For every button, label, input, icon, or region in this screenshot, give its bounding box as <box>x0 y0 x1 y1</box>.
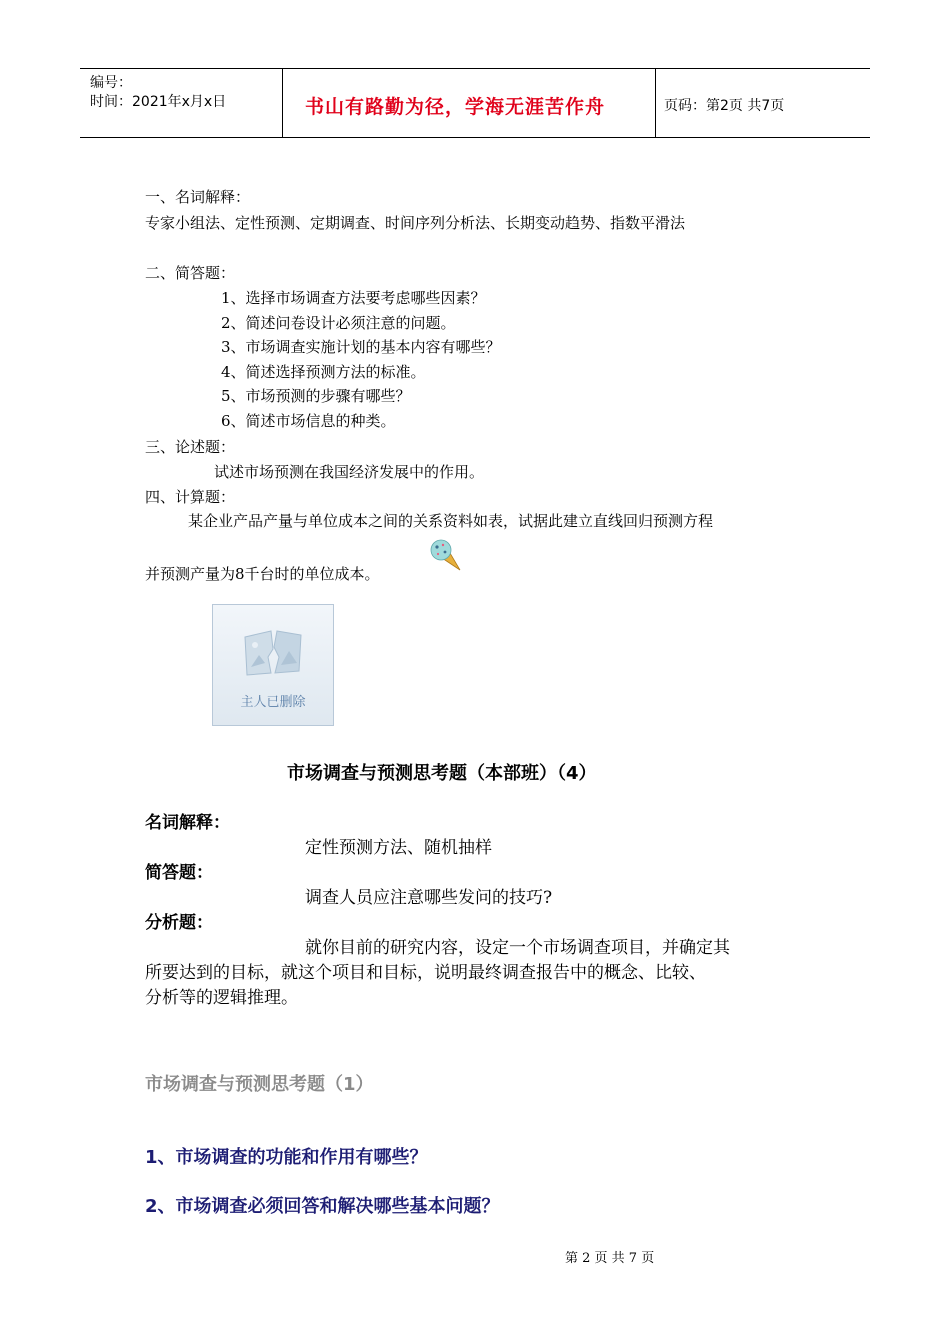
motto: 书山有路勤为径，学海无涯苦作舟 <box>305 96 606 118</box>
section4-line2: 并预测产量为8千台时的单位成本。 <box>145 565 380 583</box>
part4-title: 市场调查与预测思考题（本部班）（4） <box>287 763 597 784</box>
part1-title: 市场调查与预测思考题（1） <box>145 1074 374 1095</box>
code-label: 编号： <box>90 75 132 91</box>
list-item: 5、市场预测的步骤有哪些？ <box>221 387 411 405</box>
header-center-cell <box>282 69 656 137</box>
list-item: 1、选择市场调查方法要考虑哪些因素？ <box>221 289 486 307</box>
part4-terms: 定性预测方法、随机抽样 <box>305 838 492 858</box>
part1-question-1: 1、市场调查的功能和作用有哪些？ <box>145 1147 428 1168</box>
section4-line1: 某企业产品产量与单位成本之间的关系资料如表，试据此建立直线回归预测方程 <box>188 512 714 530</box>
header-right-cell <box>656 69 870 137</box>
list-item: 6、简述市场信息的种类。 <box>221 412 396 430</box>
part4-heading-terms: 名词解释： <box>145 813 230 833</box>
image-removed-label: 主人已删除 <box>240 695 306 710</box>
section1-terms: 专家小组法、定性预测、定期调查、时间序列分析法、长期变动趋势、指数平滑法 <box>145 214 686 232</box>
image-removed-placeholder <box>212 604 334 726</box>
part4-heading-short: 简答题： <box>145 863 213 883</box>
section4-title: 四、计算题： <box>145 488 236 506</box>
part4-analysis-line1: 就你目前的研究内容，设定一个市场调查项目，并确定其 <box>305 938 730 958</box>
section1-title: 一、名词解释： <box>145 188 251 206</box>
header-table <box>80 68 870 138</box>
time-label: 时间：2021年x月x日 <box>90 94 227 110</box>
part1-question-2: 2、市场调查必须回答和解决哪些基本问题？ <box>145 1196 500 1217</box>
part4-analysis-line2: 所要达到的目标，就这个项目和目标，说明最终调查报告中的概念、比较、 <box>145 963 706 983</box>
part4-short-question: 调查人员应注意哪些发问的技巧? <box>305 888 553 908</box>
list-item: 4、简述选择预测方法的标准。 <box>221 363 426 381</box>
section3-question: 试述市场预测在我国经济发展中的作用。 <box>214 463 485 481</box>
section2-title: 二、简答题： <box>145 264 236 282</box>
list-item: 3、市场调查实施计划的基本内容有哪些？ <box>221 338 501 356</box>
ice-cream-icon <box>428 538 464 574</box>
page-label: 页码：第2页 共7页 <box>664 98 785 114</box>
part4-heading-analysis: 分析题： <box>145 913 213 933</box>
part4-analysis-line3: 分析等的逻辑推理。 <box>145 988 298 1008</box>
section3-title: 三、论述题： <box>145 438 236 456</box>
list-item: 2、简述问卷设计必须注意的问题。 <box>221 314 456 332</box>
broken-image-icon <box>241 627 305 679</box>
header-left-cell <box>80 69 280 137</box>
page-footer: 第 2 页 共 7 页 <box>565 1251 655 1266</box>
